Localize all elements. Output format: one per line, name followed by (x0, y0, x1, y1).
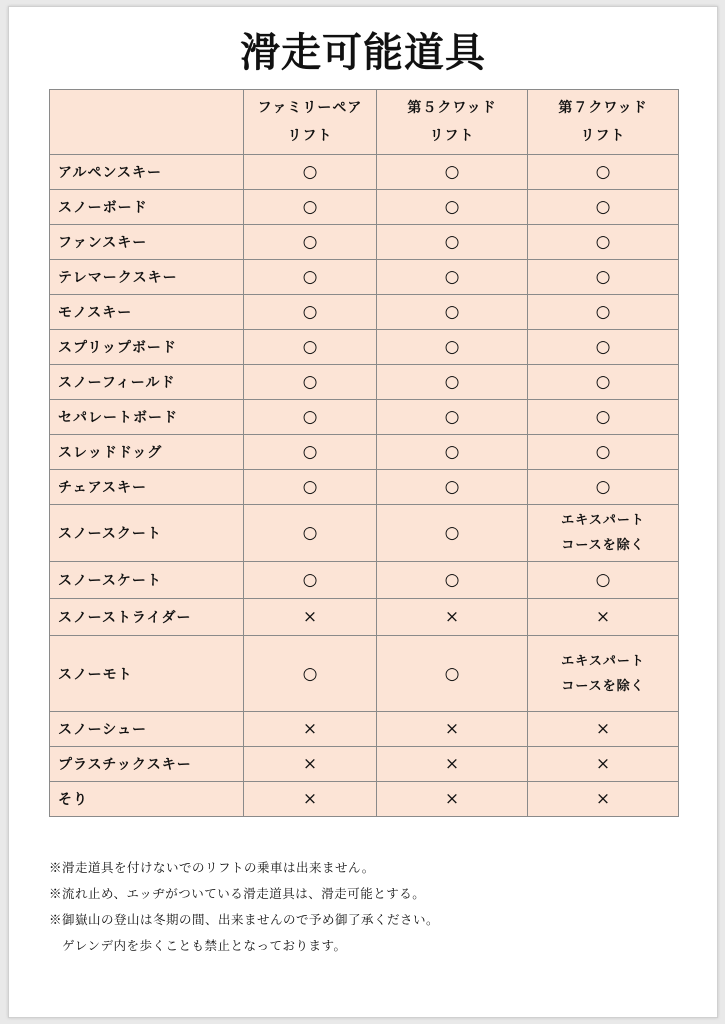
column-header-line2: リフト (429, 128, 475, 144)
availability-cell: ○ (377, 435, 528, 470)
availability-cell: ○ (244, 636, 377, 712)
corner-cell (50, 90, 244, 155)
availability-cell: ○ (377, 636, 528, 712)
column-header-line1: 第７クワッド (558, 100, 648, 116)
availability-cell: × (377, 712, 528, 747)
row-name: そり (50, 782, 244, 817)
row-name: スノーモト (50, 636, 244, 712)
availability-cell: ○ (377, 562, 528, 599)
availability-cell: × (528, 599, 679, 636)
table-row (50, 435, 679, 470)
availability-cell: ○ (244, 470, 377, 505)
availability-cell: ○ (528, 190, 679, 225)
availability-cell: ○ (244, 400, 377, 435)
notes-section (49, 855, 439, 959)
row-name: セパレートボード (50, 400, 244, 435)
column-header (528, 90, 679, 155)
availability-cell: × (528, 747, 679, 782)
availability-cell: ○ (528, 295, 679, 330)
column-header-line1: 第５クワッド (407, 100, 497, 116)
note-text: ※御嶽山の登山は冬期の間、出来ませんので予め御了承ください。 (49, 912, 440, 927)
table-row (50, 562, 679, 599)
row-name: スノーストライダー (50, 599, 244, 636)
table-row (50, 782, 679, 817)
availability-cell: ○ (244, 505, 377, 562)
table-row (50, 190, 679, 225)
availability-cell: ○ (244, 295, 377, 330)
availability-cell: ○ (244, 365, 377, 400)
row-name: スレッドドッグ (50, 435, 244, 470)
table-row (50, 295, 679, 330)
table-row (50, 747, 679, 782)
row-name: スノースケート (50, 562, 244, 599)
row-name: ファンスキー (50, 225, 244, 260)
row-name: スノーシュー (50, 712, 244, 747)
table-row (50, 155, 679, 190)
availability-cell: ○ (244, 190, 377, 225)
availability-cell: ○ (528, 470, 679, 505)
availability-cell: × (244, 712, 377, 747)
availability-cell: × (244, 747, 377, 782)
table-row (50, 470, 679, 505)
availability-cell: ○ (244, 562, 377, 599)
row-name: スプリップボード (50, 330, 244, 365)
note-line1: エキスパート (561, 513, 645, 528)
note-line1: エキスパート (561, 653, 645, 669)
availability-cell: ○ (244, 155, 377, 190)
table-row (50, 505, 679, 562)
row-name: アルペンスキー (50, 155, 244, 190)
availability-cell: ○ (528, 562, 679, 599)
column-header (377, 90, 528, 155)
availability-cell: ○ (377, 260, 528, 295)
note-line2: コースを除く (561, 678, 645, 694)
availability-cell: × (528, 712, 679, 747)
note-text: ゲレンデ内を歩くことも禁止となっております。 (49, 938, 347, 953)
availability-cell: ○ (528, 330, 679, 365)
row-name: テレマークスキー (50, 260, 244, 295)
column-header-line2: リフト (580, 128, 626, 144)
availability-cell: ○ (528, 260, 679, 295)
row-name: スノーフィールド (50, 365, 244, 400)
row-name: プラスチックスキー (50, 747, 244, 782)
availability-cell: ○ (528, 155, 679, 190)
availability-note-cell (528, 505, 679, 562)
availability-cell: ○ (528, 365, 679, 400)
column-header-line1: ファミリーペア (257, 100, 363, 116)
availability-cell: ○ (377, 155, 528, 190)
note-text: ※滑走道具を付けないでのリフトの乗車は出来ません。 (49, 860, 375, 875)
availability-cell: ○ (377, 330, 528, 365)
availability-cell: ○ (244, 435, 377, 470)
availability-cell: ○ (377, 400, 528, 435)
availability-cell: ○ (377, 225, 528, 260)
availability-cell: ○ (528, 400, 679, 435)
availability-cell: ○ (377, 365, 528, 400)
availability-cell: ○ (377, 295, 528, 330)
row-name: スノースクート (50, 505, 244, 562)
equipment-table (49, 89, 679, 817)
page-title: 滑走可能道具 (240, 29, 486, 76)
availability-cell: ○ (528, 435, 679, 470)
availability-cell: ○ (244, 225, 377, 260)
availability-cell: × (244, 599, 377, 636)
table-row (50, 599, 679, 636)
document-page (8, 6, 718, 1018)
table-row (50, 225, 679, 260)
header-row (50, 90, 679, 155)
note-text: ※流れ止め、エッヂがついている滑走道具は、滑走可能とする。 (49, 886, 426, 901)
table-row (50, 400, 679, 435)
availability-cell: × (377, 747, 528, 782)
availability-note-cell (528, 636, 679, 712)
table-row (50, 712, 679, 747)
note-line2: コースを除く (561, 538, 645, 553)
table-row (50, 636, 679, 712)
column-header-line2: リフト (287, 128, 333, 144)
availability-cell: ○ (377, 505, 528, 562)
availability-cell: × (377, 782, 528, 817)
availability-cell: ○ (244, 260, 377, 295)
table-row (50, 365, 679, 400)
table-row (50, 330, 679, 365)
availability-cell: ○ (244, 330, 377, 365)
row-name: スノーボード (50, 190, 244, 225)
table-row (50, 260, 679, 295)
availability-cell: ○ (377, 190, 528, 225)
availability-cell: × (377, 599, 528, 636)
availability-cell: ○ (528, 225, 679, 260)
row-name: モノスキー (50, 295, 244, 330)
row-name: チェアスキー (50, 470, 244, 505)
column-header (244, 90, 377, 155)
availability-cell: × (244, 782, 377, 817)
availability-cell: × (528, 782, 679, 817)
availability-cell: ○ (377, 470, 528, 505)
